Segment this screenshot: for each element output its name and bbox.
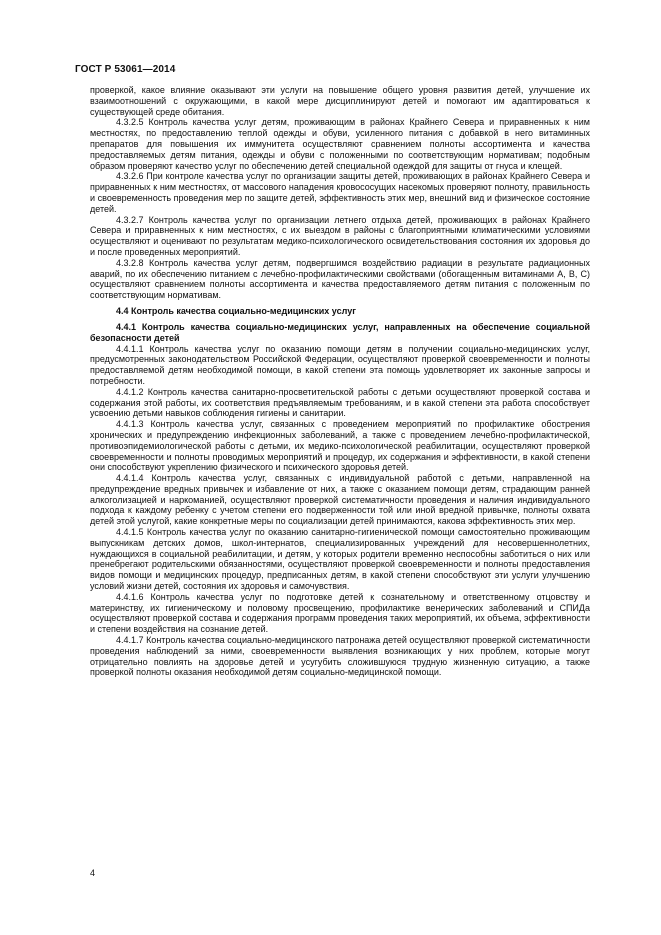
- paragraph-4-4-1-5: 4.4.1.5 Контроль качества услуг по оказанию санитарно-гигиенической помощи самостоятельно проживающим выпускникам детских домов, школ-интернатов, специализированных учреждений для несовершеннолетних, нуждающихся в социальной реабилитации, и детям, у которых родители временно неспособны заботиться о них или пренебрегают родительскими обязанностями, осуществляют проверкой своевременности и полноты предоставления видов помощи и медицинских процедур, предписанных детям, в какой степени способствуют эти услуги улучшению условий жизни детей, состояния их здоровья и самочувствия.: [90, 527, 590, 592]
- paragraph-4-3-2-5: 4.3.2.5 Контроль качества услуг детям, проживающим в районах Крайнего Севера и приравненных к ним местностях, по предоставлению теплой одежды и обуви, усиленного питания с добавкой в него витаминных препаратов для повышения их иммунитета осуществляют сравнением полноты ассортимента и качества предоставляемых детям питания, одежды и обуви с положенными по соответствующим нормативам; подобным образом проверяют качество услуг по обеспечению детей специальной одеждой для защиты от гнуса и клещей.: [90, 117, 590, 171]
- paragraph-4-3-2-7: 4.3.2.7 Контроль качества услуг по организации летнего отдыха детей, проживающих в районах Крайнего Севера и приравненных к ним местностях, с их выездом в районы с благоприятными климатическими условиями осуществляют и оценивают по результатам медико-психологического освидетельствования состояния их здоровья до и после проведенных мероприятий.: [90, 214, 590, 257]
- subsection-heading-4-4-1: 4.4.1 Контроль качества социально-медицинских услуг, направленных на обеспечение социальной безопасности детей: [90, 321, 590, 343]
- paragraph-4-4-1-3: 4.4.1.3 Контроль качества услуг, связанных с проведением мероприятий по профилактике обострения хронических и предупреждению инфекционных заболеваний, а также с проведением лечебно-профилактической, противоэпидемиологической работы с детьми, их медико-психологической реабилитации, осуществляют проверкой своевременности и полноты проводимых мероприятий и процедур, их содержания и эффективности, в какой степени они способствуют укреплению физического и психического здоровья детей.: [90, 419, 590, 473]
- paragraph-4-3-2-6: 4.3.2.6 При контроле качества услуг по организации защиты детей, проживающих в районах Крайнего Севера и приравненных к ним местностях, от массового нападения кровососущих насекомых проверяют полноту, правильность и своевременность проведения мер по защите детей, эффективность этих мер, внешний вид и физическое состояние детей.: [90, 171, 590, 214]
- paragraph-4-4-1-7: 4.4.1.7 Контроль качества социально-медицинского патронажа детей осуществляют проверкой систематичности проведения наблюдений за ними, своевременности выявления возникающих у них проблем, которые могут отрицательно повлиять на здоровье детей и усугубить сложившуюся трудную жизненную ситуацию, а также проверкой полноты оказания необходимой детям социально-медицинской помощи.: [90, 635, 590, 678]
- section-heading-4-4: 4.4 Контроль качества социально-медицинских услуг: [116, 305, 356, 316]
- paragraph-4-4-1-6: 4.4.1.6 Контроль качества услуг по подготовке детей к сознательному и ответственному отцовству и материнству, их гигиеническому и половому просвещению, профилактике венерических заболеваний и СПИДа осуществляют проверкой состава и содержания программ проведения таких мероприятий, их объема, эффективности и степени воздействия на сознание детей.: [90, 591, 590, 635]
- page-number: 4: [90, 868, 96, 878]
- document-body: [90, 85, 590, 678]
- paragraph-4-4-1-1: 4.4.1.1 Контроль качества услуг по оказанию помощи детям в получении социально-медицинских услуг, предусмотренных законодательством Российской Федерации, осуществляют проверкой своевременности и полноты предоставляемой детям необходимой помощи, в какой степени эта помощь удовлетворяет их законные запросы и потребности.: [90, 343, 590, 386]
- paragraph-4-4-1-4: 4.4.1.4 Контроль качества услуг, связанных с индивидуальной работой с детьми, направленной на предупреждение вредных привычек и избавление от них, а также с оказанием помощи детям, страдающим ранней алкоголизацией и наркоманией, осуществляют проверкой систематичности проведения и наличия индивидуального подхода к каждому ребенку с учетом степени его подверженности той или иной вредной привычке, полноты охвата детей этой услугой, какие конкретные меры по социализации детей принимаются, какова эффективность этих мер.: [90, 473, 590, 527]
- standard-title: ГОСТ Р 53061—2014: [75, 64, 176, 75]
- paragraph-4-4-1-2: 4.4.1.2 Контроль качества санитарно-просветительской работы с детьми осуществляют проверкой состава и содержания этой работы, их соответствия предъявляемым требованиям, и в какой степени эта работа способствует усвоению детьми навыков соблюдения гигиены и санитарии.: [90, 386, 590, 419]
- paragraph-continuation: проверкой, какое влияние оказывают эти услуги на повышение общего уровня развития детей, улучшение их взаимоотношений с окружающими, в какой мере дисциплинируют детей и помогают им адаптироваться к существующей среде обитания.: [90, 85, 590, 117]
- paragraph-4-3-2-8: 4.3.2.8 Контроль качества услуг детям, подвергшимся воздействию радиации в результате радиационных аварий, по их обеспечению питанием с лечебно-профилактическими свойствами (обогащенным витаминами А, В, С) осуществляют сравнением полноты ассортимента и качества предоставляемого детям питания с положенным по соответствующим нормативам.: [90, 257, 590, 301]
